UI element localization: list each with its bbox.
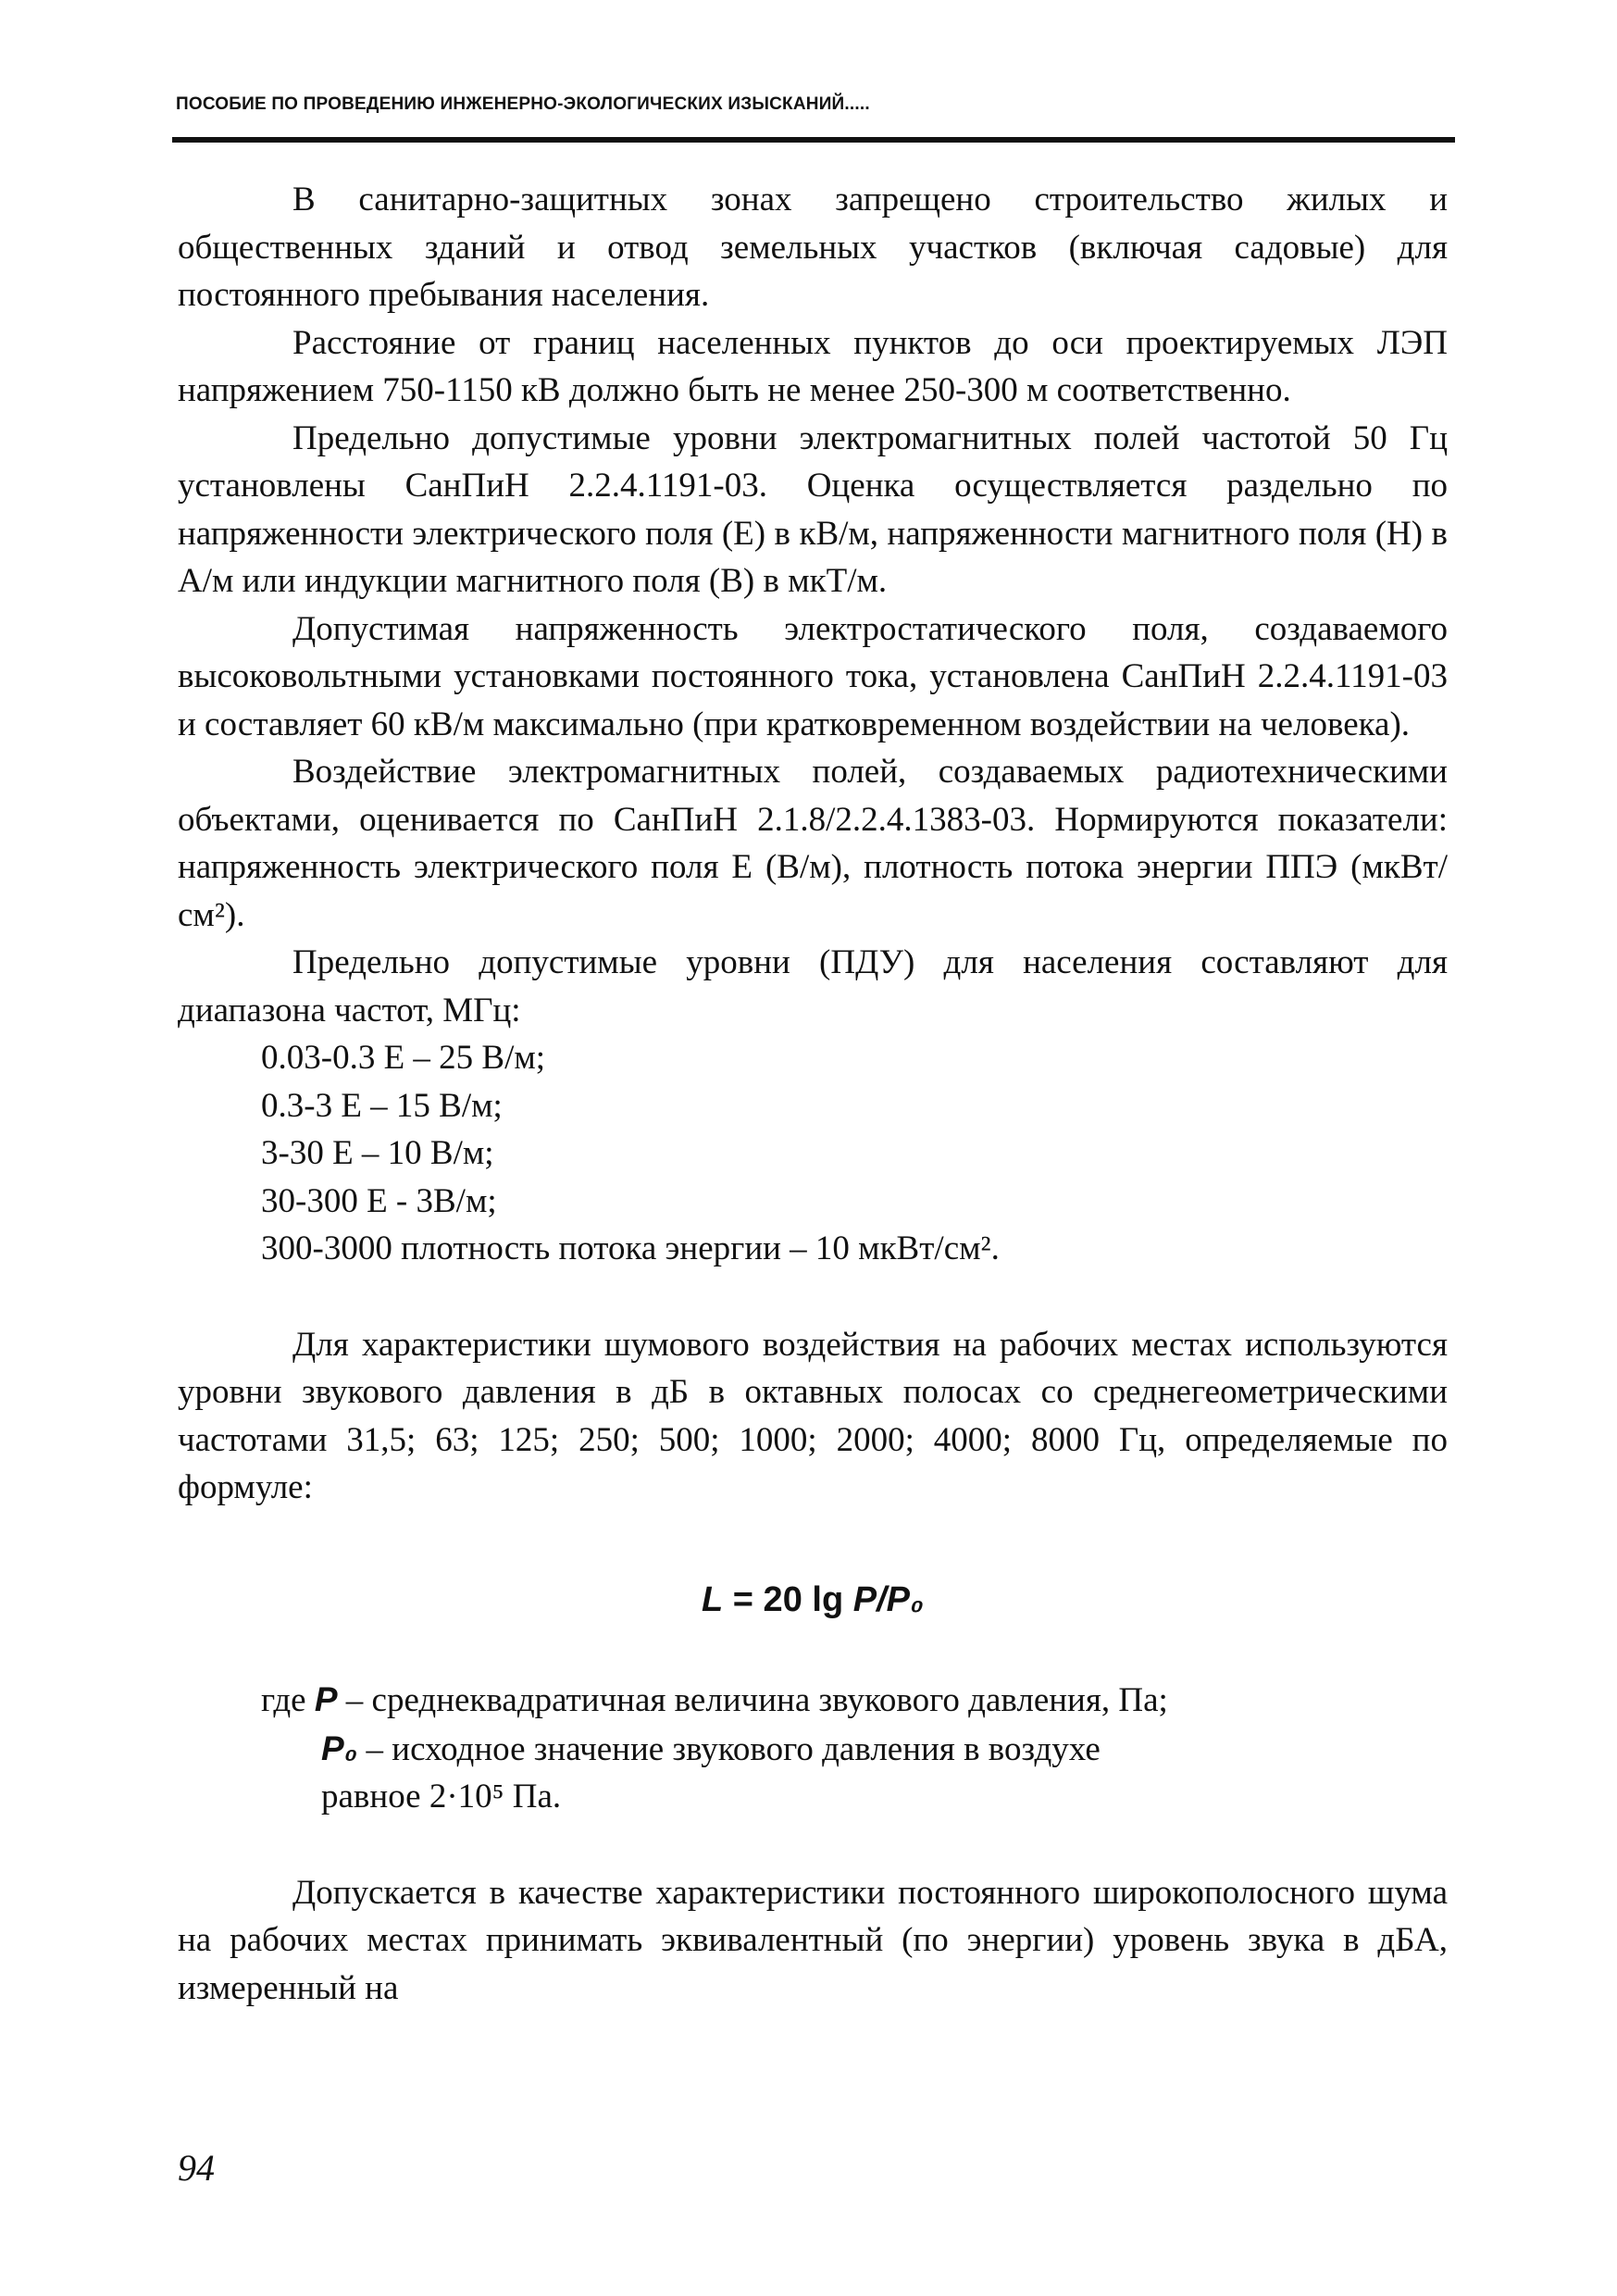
pdu-range-item: 300-3000 плотность потока энергии – 10 мкВт/см². bbox=[261, 1229, 1000, 1267]
legend-p-description: – среднеквадратичная величина звукового давления, Па; bbox=[337, 1681, 1168, 1719]
paragraph-emf-50hz: Предельно допустимые уровни электромагнитных полей частотой 50 Гц установлены СанПиН 2.2.4.1191-03. Оценка осуществляется раздельно по напряженности электрического поля (Е) в кВ/м, напряженности магнитного поля (Н) в А/м или индукции магнитного поля (В) в мкТ/м. bbox=[178, 418, 1448, 600]
formula-lhs: L bbox=[702, 1579, 724, 1619]
pdu-range-item: 30-300 Е - 3В/м; bbox=[261, 1181, 497, 1220]
sound-level-formula bbox=[178, 1577, 1448, 1625]
legend-p0-description: – исходное значение звукового давления в воздухе bbox=[357, 1729, 1101, 1768]
paragraph-pdu-intro: Предельно допустимые уровни (ПДУ) для населения составляют для диапазона частот, МГц: bbox=[178, 943, 1448, 1029]
pdu-range-item: 0.03-0.3 Е – 25 В/м; bbox=[261, 1039, 546, 1077]
formula-legend-p0-value: равное 2·10⁵ Па. bbox=[321, 1778, 562, 1816]
paragraph-broadband-noise: Допускается в качестве характеристики постоянного широкополосного шума на рабочих местах принимать эквивалентный (по энергии) уровень звука в дБА, измеренный на bbox=[178, 1873, 1448, 2007]
formula-legend-p0 bbox=[321, 1725, 1448, 1774]
legend-symbol-p0: P₀ bbox=[321, 1728, 358, 1767]
legend-symbol-p: P bbox=[314, 1680, 338, 1718]
paragraph-radio-emf: Воздействие электромагнитных полей, создаваемых радиотехническими объектами, оценивается по СанПиН 2.1.8/2.2.4.1383-03. Нормируются показатели: напряженность электрического поля Е (В/м), плотность потока энергии ППЭ (мкВт/см²). bbox=[178, 753, 1448, 934]
formula-rhs: P/P₀ bbox=[852, 1579, 924, 1619]
paragraph-power-line-distance: Расстояние от границ населенных пунктов до оси проектируемых ЛЭП напряжением 750-1150 кВ должно быть не менее 250-300 м соответственно. bbox=[178, 323, 1448, 409]
formula-legend-p bbox=[261, 1676, 1448, 1725]
paragraph-noise: Для характеристики шумового воздействия на рабочих местах используются уровни звукового давления в дБ в октавных полосах со среднегеометрическими частотами 31,5; 63; 125; 250; 500; 1000; 2000; 4000; 8000 Гц, определяемые по формуле: bbox=[178, 1325, 1448, 1506]
legend-prefix: где bbox=[261, 1681, 315, 1719]
paragraph-sanitary-zones: В санитарно-защитных зонах запрещено строительство жилых и общественных зданий и отвод земельных участков (включая садовые) для постоянного пребывания населения. bbox=[178, 181, 1448, 314]
header-rule bbox=[172, 137, 1455, 143]
formula-equals: = 20 lg bbox=[723, 1579, 853, 1619]
page-body bbox=[178, 176, 1448, 2012]
page-number: 94 bbox=[178, 2147, 215, 2189]
running-head: ПОСОБИЕ ПО ПРОВЕДЕНИЮ ИНЖЕНЕРНО-ЭКОЛОГИЧЕСКИХ ИЗЫСКАНИЙ..... bbox=[176, 94, 870, 114]
pdu-range-item: 3-30 Е – 10 В/м; bbox=[261, 1134, 494, 1172]
pdu-range-item: 0.3-3 Е – 15 В/м; bbox=[261, 1086, 503, 1125]
paragraph-electrostatic-field: Допустимая напряженность электростатического поля, создаваемого высоковольтными установками постоянного тока, установлена СанПиН 2.2.4.1191-03 и составляет 60 кВ/м максимально (при кратковременном воздействии на человека). bbox=[178, 609, 1448, 743]
